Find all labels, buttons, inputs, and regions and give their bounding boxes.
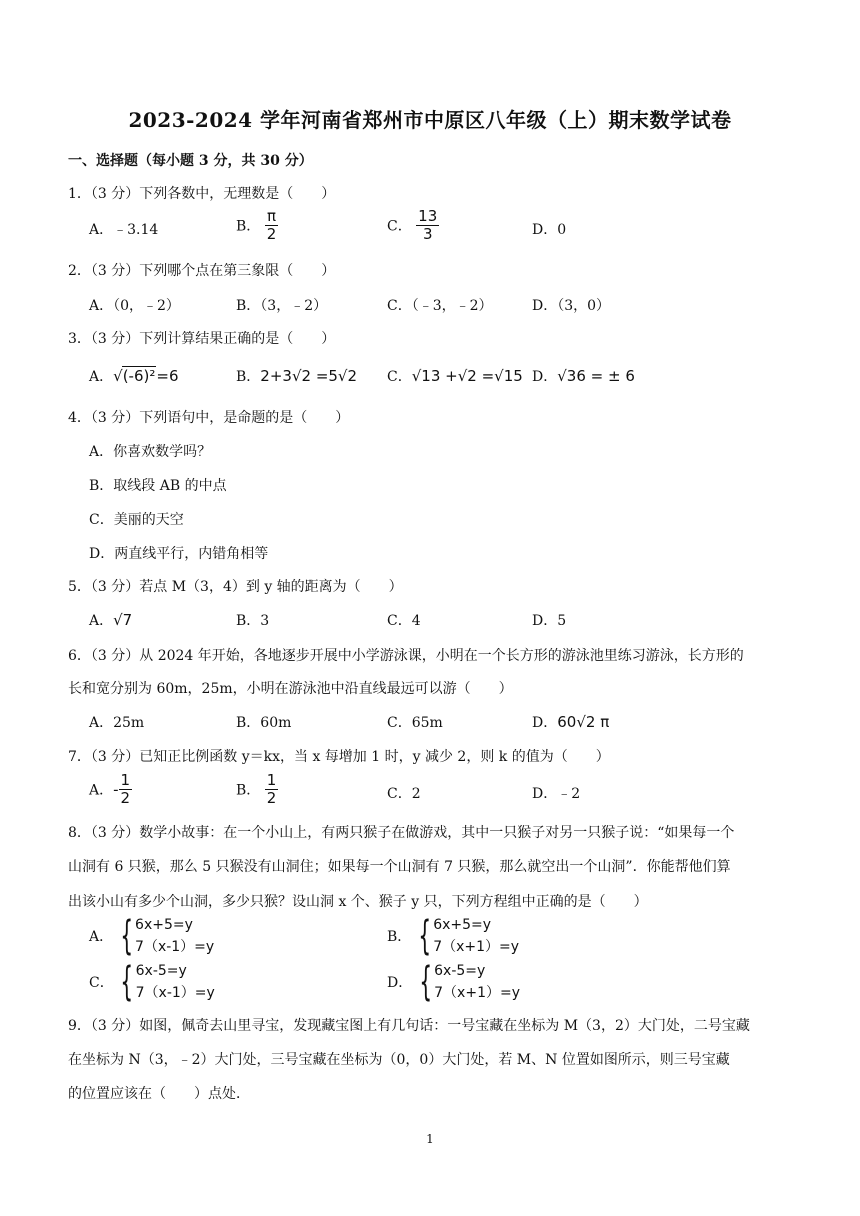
q6-option-b: B．60m bbox=[236, 715, 292, 731]
q3-option-b-label: B． bbox=[236, 369, 261, 385]
question-9-line-3: 的位置应该在（ ）点处． bbox=[68, 1086, 250, 1102]
equation-2: 7（x+1）=y bbox=[434, 985, 520, 1001]
question-6-line-2: 长和宽分别为 60m，25m，小明在游泳池中沿直线最远可以游（ ） bbox=[68, 681, 513, 697]
equation-2: 7（x+1）=y bbox=[433, 939, 520, 955]
q1-option-b-label: B． bbox=[236, 218, 261, 235]
q8-option-a-system bbox=[118, 914, 215, 958]
sqrt-icon: √ bbox=[113, 367, 123, 385]
q6-option-c: C．65m bbox=[387, 715, 443, 731]
q3-option-a-result: =6 bbox=[156, 367, 179, 385]
question-6-line-1: 6．（3 分）从 2024 年开始，各地逐步开展中小学游泳课，小明在一个长方形的游泳池里练习游泳，长方形的 bbox=[68, 648, 744, 664]
q6-option-d-expression: 60√2 π bbox=[557, 713, 610, 731]
fraction-numerator: 1 bbox=[266, 771, 277, 789]
q8-option-a bbox=[89, 914, 214, 958]
equation-2: 7（x-1）=y bbox=[135, 939, 215, 955]
q1-option-b bbox=[236, 208, 278, 243]
q8-option-d bbox=[387, 960, 520, 1004]
q3-option-d bbox=[532, 366, 635, 386]
left-brace-icon: { bbox=[119, 913, 133, 959]
q1-option-b-fraction bbox=[265, 208, 279, 243]
q7-option-c: C．2 bbox=[387, 786, 421, 802]
question-3-stem: 3．（3 分）下列计算结果正确的是（ ） bbox=[68, 331, 336, 347]
q3-option-a-radicand: (-6)² bbox=[122, 367, 156, 385]
q3-option-b bbox=[236, 366, 357, 386]
q7-option-b bbox=[236, 772, 278, 807]
fraction-numerator: 13 bbox=[418, 207, 438, 225]
section-heading: 一、选择题（每小题 3 分，共 30 分） bbox=[68, 153, 313, 169]
q1-option-c-fraction bbox=[416, 208, 439, 243]
question-2-stem: 2．（3 分）下列哪个点在第三象限（ ） bbox=[68, 263, 336, 279]
q8-option-b-system bbox=[416, 914, 519, 958]
q5-option-a bbox=[89, 610, 132, 630]
question-9-line-1: 9．（3 分）如图，佩奇去山里寻宝，发现藏宝图上有几句话：一号宝藏在坐标为 M（3，2）大门处，二号宝藏 bbox=[68, 1018, 750, 1034]
q1-option-a: A．﹣3.14 bbox=[89, 222, 159, 238]
q8-option-b-label: B． bbox=[387, 929, 412, 945]
q2-option-d: D．（3，0） bbox=[532, 298, 611, 314]
fraction-denominator: 2 bbox=[266, 225, 277, 243]
q5-option-c: C．4 bbox=[387, 613, 421, 629]
q2-option-c: C．（﹣3，﹣2） bbox=[387, 298, 493, 314]
question-1-stem: 1．（3 分）下列各数中，无理数是（ ） bbox=[68, 186, 336, 202]
q7-option-d: D．﹣2 bbox=[532, 786, 581, 802]
q6-option-d-label: D． bbox=[532, 715, 558, 731]
equation-1: 6x+5=y bbox=[433, 917, 492, 933]
q7-option-b-label: B． bbox=[236, 782, 261, 799]
q1-option-c bbox=[387, 208, 439, 243]
equation-list bbox=[135, 914, 214, 958]
q3-option-b-expression: 2+3√2 =5√2 bbox=[260, 367, 358, 385]
equation-1: 6x-5=y bbox=[434, 963, 486, 979]
question-8-line-3: 出该小山有多少个山洞，多少只猴？设山洞 x 个、猴子 y 只，下列方程组中正确的是（ ） bbox=[68, 894, 648, 910]
q7-option-a-label: A． bbox=[89, 782, 114, 799]
q6-option-a: A．25m bbox=[89, 715, 145, 731]
q8-option-c-system bbox=[118, 960, 215, 1004]
q5-option-a-label: A． bbox=[89, 613, 114, 629]
equation-1: 6x+5=y bbox=[135, 917, 193, 933]
equation-list bbox=[433, 914, 519, 958]
fraction-denominator: 2 bbox=[120, 789, 131, 807]
q8-option-c bbox=[89, 960, 215, 1004]
q7-option-a-sign: - bbox=[113, 780, 119, 799]
q2-option-a: A．（0，﹣2） bbox=[89, 298, 180, 314]
q5-option-b: B．3 bbox=[236, 613, 270, 629]
question-7-stem: 7．（3 分）已知正比例函数 y＝kx，当 x 每增加 1 时，y 减少 2，则 k 的值为（ ） bbox=[68, 749, 610, 765]
fraction-denominator: 2 bbox=[266, 789, 277, 807]
question-9-line-2: 在坐标为 N（3，﹣2）大门处，三号宝藏在坐标为（0，0）大门处，若 M、N 位置如图所示，则三号宝藏 bbox=[68, 1052, 730, 1068]
exam-title: 2023-2024 学年河南省郑州市中原区八年级（上）期末数学试卷 bbox=[128, 108, 732, 132]
q3-option-a bbox=[89, 366, 179, 386]
q2-option-b: B．（3，﹣2） bbox=[236, 298, 328, 314]
q7-option-a-fraction bbox=[119, 772, 133, 807]
q8-option-d-system bbox=[417, 960, 520, 1004]
question-5-stem: 5．（3 分）若点 M（3，4）到 y 轴的距离为（ ） bbox=[68, 579, 403, 595]
q8-option-d-label: D． bbox=[387, 975, 413, 991]
q4-option-a: A．你喜欢数学吗？ bbox=[89, 444, 212, 460]
q3-option-c-expression: √13 +√2 =√15 bbox=[411, 367, 523, 385]
question-8-line-2: 山洞有 6 只猴，那么 5 只猴没有山洞住；如果每一个山洞有 7 只猴，那么就空出一个山洞”．你能帮他们算 bbox=[68, 859, 731, 875]
q5-option-a-expression: √7 bbox=[113, 611, 133, 629]
q3-option-d-label: D． bbox=[532, 369, 558, 385]
q5-option-d: D．5 bbox=[532, 613, 567, 629]
equation-1: 6x-5=y bbox=[135, 963, 187, 979]
q7-option-a bbox=[89, 772, 132, 807]
q7-option-b-fraction bbox=[265, 772, 279, 807]
q8-option-b bbox=[387, 914, 519, 958]
left-brace-icon: { bbox=[120, 959, 134, 1005]
q3-option-d-expression: √36 = ± 6 bbox=[557, 367, 635, 385]
equation-2: 7（x-1）=y bbox=[135, 985, 215, 1001]
q1-option-c-label: C． bbox=[387, 218, 412, 235]
q3-option-c bbox=[387, 366, 523, 386]
q6-option-d bbox=[532, 712, 609, 732]
q8-option-c-label: C． bbox=[89, 975, 114, 991]
question-8-line-1: 8．（3 分）数学小故事：在一个小山上，有两只猴子在做游戏，其中一只猴子对另一只猴子说：“如果每一个 bbox=[68, 825, 735, 841]
q4-option-c: C．美丽的天空 bbox=[89, 512, 184, 528]
equation-list bbox=[434, 960, 520, 1004]
fraction-numerator: 1 bbox=[120, 771, 131, 789]
fraction-numerator: π bbox=[267, 207, 277, 225]
page-number: 1 bbox=[426, 1132, 434, 1146]
left-brace-icon: { bbox=[419, 959, 432, 1005]
q4-option-b: B．取线段 AB 的中点 bbox=[89, 478, 227, 494]
equation-list bbox=[136, 960, 215, 1004]
question-4-stem: 4．（3 分）下列语句中，是命题的是（ ） bbox=[68, 410, 350, 426]
q1-option-d: D．0 bbox=[532, 222, 567, 238]
q4-option-d: D．两直线平行，内错角相等 bbox=[89, 546, 269, 562]
left-brace-icon: { bbox=[418, 913, 431, 959]
q8-option-a-label: A． bbox=[89, 929, 114, 945]
q3-option-a-label: A． bbox=[89, 369, 114, 385]
q3-option-c-label: C． bbox=[387, 369, 412, 385]
fraction-denominator: 3 bbox=[422, 225, 433, 243]
